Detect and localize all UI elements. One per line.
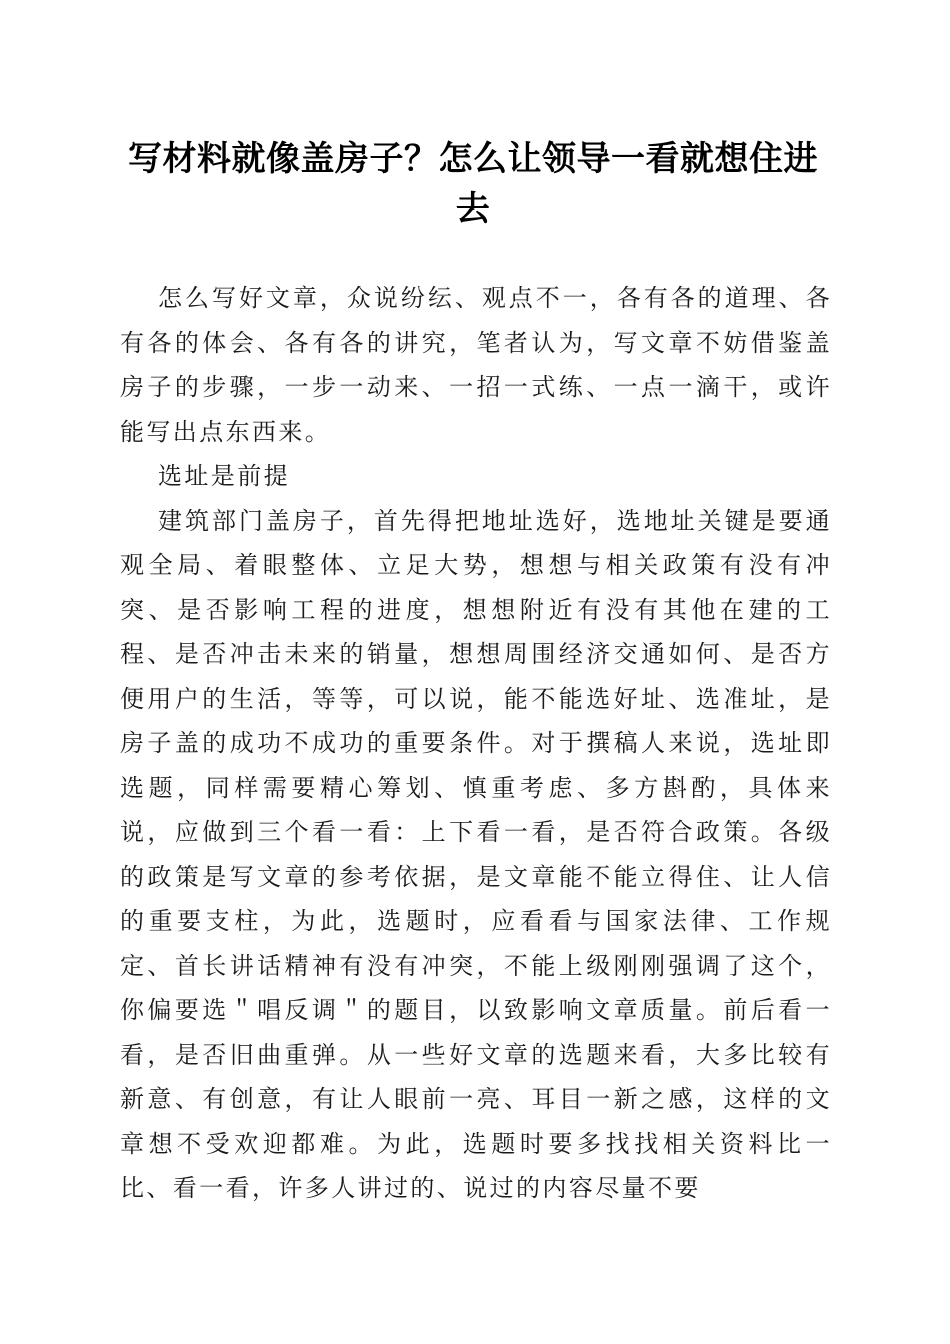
document-body [120, 276, 832, 1211]
body-paragraph: 建筑部门盖房子，首先得把地址选好，选地址关键是要通观全局、着眼整体、立足大势，想想与相关政策有没有冲突、是否影响工程的进度，想想附近有没有其他在建的工程、是否冲击未来的销量，想想周围经济交通如何、是否方便用户的生活，等等，可以说，能不能选好址、选准址，是房子盖的成功不成功的重要条件。对于撰稿人来说，选址即选题，同样需要精心筹划、慎重考虑、多方斟酌，具体来说，应做到三个看一看：上下看一看，是否符合政策。各级的政策是写文章的参考依据，是文章能不能立得住、让人信的重要支柱，为此，选题时，应看看与国家法律、工作规定、首长讲话精神有没有冲突，不能上级刚刚强调了这个，你偏要选＂唱反调＂的题目，以致影响文章质量。前后看一看，是否旧曲重弹。从一些好文章的选题来看，大多比较有新意、有创意，有让人眼前一亮、耳目一新之感，这样的文章想不受欢迎都难。为此，选题时要多找找相关资料比一比、看一看，许多人讲过的、说过的内容尽量不要 [120, 506, 832, 1202]
document-title: 写材料就像盖房子？怎么让领导一看就想住进去 [128, 139, 818, 229]
intro-paragraph: 怎么写好文章，众说纷纭、观点不一，各有各的道理、各有各的体会、各有各的讲究，笔者认为，写文章不妨借鉴盖房子的步骤，一步一动来、一招一式练、一点一滴干，或许能写出点东西来。 [120, 284, 832, 446]
section-heading: 选址是前提 [158, 462, 290, 490]
